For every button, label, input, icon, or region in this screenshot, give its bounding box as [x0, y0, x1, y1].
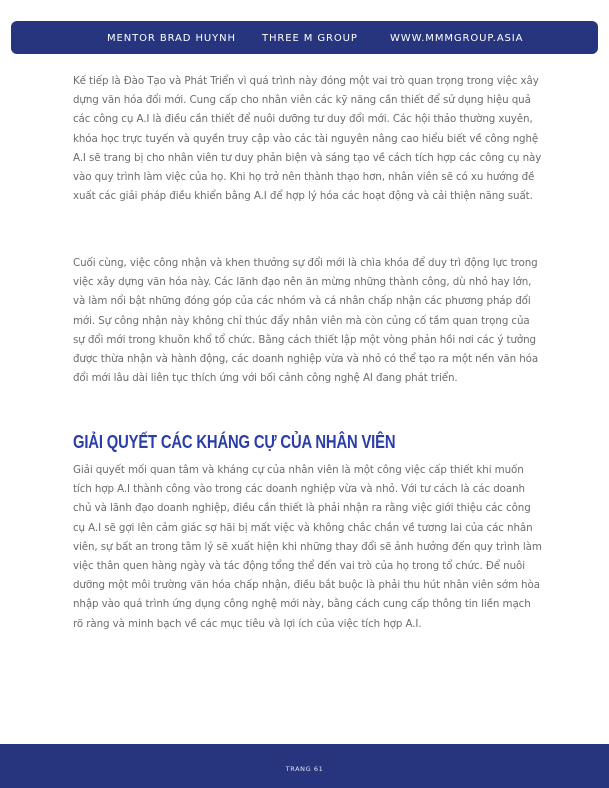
footer-bar [0, 744, 609, 788]
header-mentor: MENTOR BRAD HUYNH [107, 33, 236, 44]
paragraph-resistance: Giải quyết mối quan tâm và kháng cự của nhân viên là một công việc cấp thiết khi muốn tích hợp A.I thành công vào trong các doanh nghiệp vừa và nhỏ. Với tư cách là các doanh chủ và lãnh đạo doanh nghiệp, điều cần thiết là phải nhận ra rằng việc giới thiệu các công cụ A.I sẽ gợi lên cảm giác sợ hãi bị mất việc và không chắc chắn về tương lai của các nhân viên, sự bất an trong tâm lý sẽ xuất hiện khi những thay đổi sẽ ảnh hưởng đến quy trình làm việc thân quen hàng ngày và tác động tổng thể đến vai trò của họ trong tổ chức. Để nuôi dưỡng một môi trường văn hóa chấp nhận, điều bắt buộc là phải thu hút nhân viên sớm hòa nhập vào quá trình ứng dụng công nghệ mới này, bằng cách cung cấp thông tin liền mạch rõ ràng và minh bạch về các mục tiêu và lợi ích của việc tích hợp A.I. [73, 464, 542, 630]
paragraph-training: Kế tiếp là Đào Tạo và Phát Triển vì quá trình này đóng một vai trò quan trọng trong việc xây dựng văn hóa đổi mới. Cung cấp cho nhân viên các kỹ năng cần thiết để sử dụng hiệu quả các công cụ A.I là điều cần thiết để nuôi dưỡng tư duy đổi mới. Các hội thảo thường xuyên, khóa học trực tuyến và quyền truy cập vào các tài nguyên nâng cao hiểu biết về công nghệ A.I sẽ trang bị cho nhân viên tư duy phản biện và sáng tạo về cách tích hợp các công cụ này vào quy trình làm việc của họ. Khi họ trở nên thành thạo hơn, nhân viên sẽ có xu hướng đề xuất các giải pháp điều khiển bằng A.I để hợp lý hóa các hoạt động và cải thiện năng suất. [73, 75, 542, 203]
header-bar [11, 21, 598, 54]
paragraph-recognition: Cuối cùng, việc công nhận và khen thưởng sự đổi mới là chìa khóa để duy trì động lực trong việc xây dựng văn hóa này. Các lãnh đạo nên ăn mừng những thành công, dù nhỏ hay lớn, và làm nổi bật những đóng góp của các nhóm và cá nhân chấp nhận các phương pháp đổi mới. Sự công nhận này không chỉ thúc đẩy nhân viên mà còn củng cố tầm quan trọng của sự đổi mới trong khuôn khổ tổ chức. Bằng cách thiết lập một vòng phản hồi nơi các ý tưởng được thừa nhận và hành động, các doanh nghiệp vừa và nhỏ có thể tạo ra một nền văn hóa đổi mới lâu dài liên tục thích ứng với bối cảnh công nghệ AI đang phát triển. [73, 257, 539, 385]
section-title: GIẢI QUYẾT CÁC KHÁNG CỰ CỦA NHÂN VIÊN [73, 431, 396, 452]
header-group: THREE M GROUP [262, 33, 358, 44]
header-website: WWW.MMMGROUP.ASIA [390, 33, 524, 44]
page-number: TRANG 61 [285, 765, 324, 773]
